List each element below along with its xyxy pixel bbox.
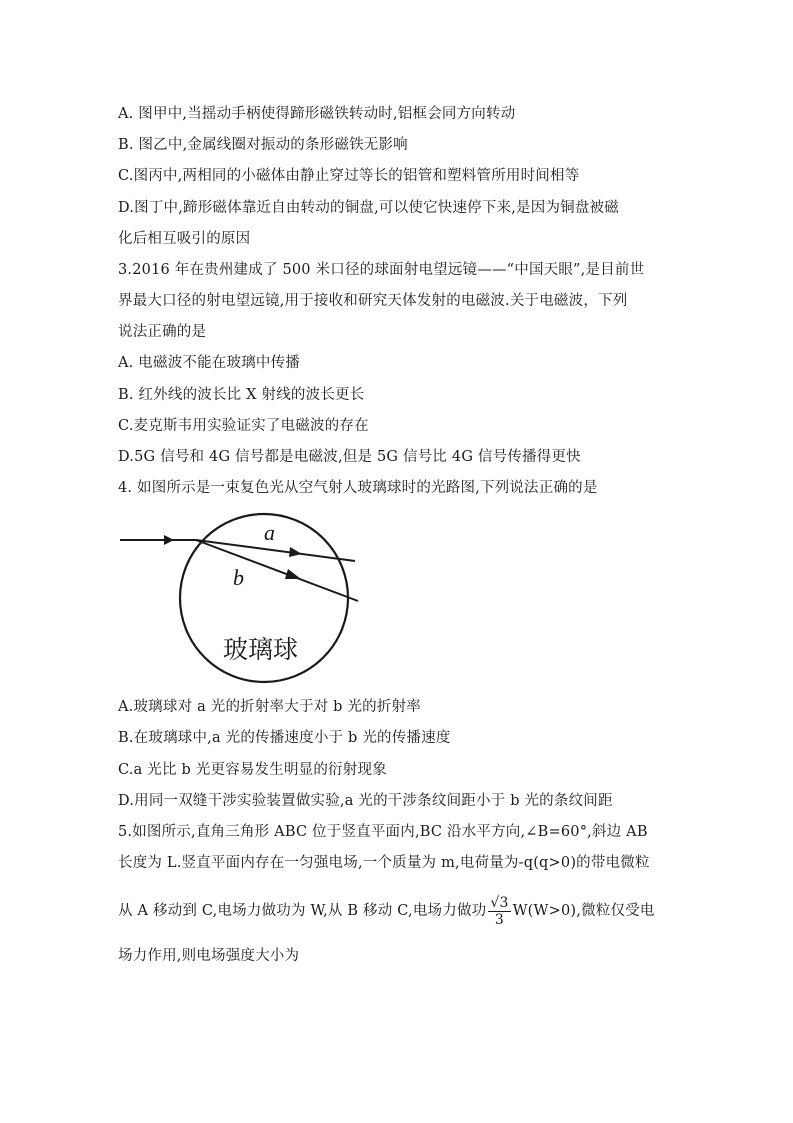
q3-option-b: B. 红外线的波长比 X 射线的波长更长 — [118, 387, 365, 403]
q5-stem-line3-pre: 从 A 移动到 C,电场力做功为 W,从 B 移动 C,电场力做功 — [118, 903, 487, 919]
q2-option-b: B. 图乙中,金属线圈对振动的条形磁铁无影响 — [118, 137, 408, 153]
ray-a — [196, 540, 355, 561]
q3-stem-line3: 说法正确的是 — [118, 324, 207, 340]
q5-stem-line4: 场力作用,则电场强度大小为 — [118, 948, 300, 964]
fraction-denominator: 3 — [494, 911, 505, 928]
q4-option-b: B.在玻璃球中,a 光的传播速度小于 b 光的传播速度 — [118, 730, 451, 746]
light-path-diagram — [112, 504, 372, 684]
ray-a-label: a — [264, 520, 275, 545]
incident-ray-arrow — [164, 535, 174, 545]
ray-b-arrow — [285, 569, 301, 579]
q5-stem-line3 — [118, 893, 655, 929]
ray-b-label: b — [233, 565, 244, 590]
q5-stem-line1: 5.如图所示,直角三角形 ABC 位于竖直平面内,BC 沿水平方向,∠B=60°,斜边 AB — [118, 824, 648, 840]
sqrt3-over-3-fraction — [488, 895, 510, 928]
q2-option-d-line1: D.图丁中,蹄形磁体靠近自由转动的铜盘,可以使它快速停下来,是因为铜盘被磁 — [118, 200, 619, 216]
q2-option-a: A. 图甲中,当摇动手柄使得蹄形磁铁转动时,铝框会同方向转动 — [118, 106, 516, 122]
q4-option-c: C.a 光比 b 光更容易发生明显的衍射现象 — [118, 762, 387, 778]
fraction-numerator: √3 — [490, 894, 509, 911]
q3-option-d: D.5G 信号和 4G 信号都是电磁波,但是 5G 信号比 4G 信号传播得更快 — [118, 449, 581, 465]
q3-option-a: A. 电磁波不能在玻璃中传播 — [118, 355, 300, 371]
q3-option-c: C.麦克斯韦用实验证实了电磁波的存在 — [118, 418, 369, 434]
q2-option-c: C.图丙中,两相同的小磁体由静止穿过等长的铝管和塑料管所用时间相等 — [118, 168, 580, 184]
q3-stem-line2: 界最大口径的射电望远镜,用于接收和研究天体发射的电磁波.关于电磁波，下列 — [118, 293, 628, 309]
q2-option-d-line2: 化后相互吸引的原因 — [118, 231, 251, 247]
q4-stem: 4. 如图所示是一束复色光从空气射人玻璃球时的光路图,下列说法正确的是 — [118, 480, 598, 496]
ray-a-arrow — [289, 547, 302, 557]
q4-option-d: D.用同一双缝干涉实验装置做实验,a 光的干涉条纹间距小于 b 光的条纹间距 — [118, 793, 613, 809]
q5-stem-line3-post: W(W>0),微粒仅受电 — [512, 903, 655, 919]
q3-stem-line1: 3.2016 年在贵州建成了 500 米口径的球面射电望远镜——“中国天眼”,是目前世 — [118, 262, 645, 278]
q4-option-a: A.玻璃球对 a 光的折射率大于对 b 光的折射率 — [118, 699, 421, 715]
ray-b — [196, 540, 358, 601]
sphere-label: 玻璃球 — [223, 635, 299, 664]
q5-stem-line2: 长度为 L.竖直平面内存在一匀强电场,一个质量为 m,电荷量为-q(q>0)的带电微粒 — [118, 855, 650, 871]
